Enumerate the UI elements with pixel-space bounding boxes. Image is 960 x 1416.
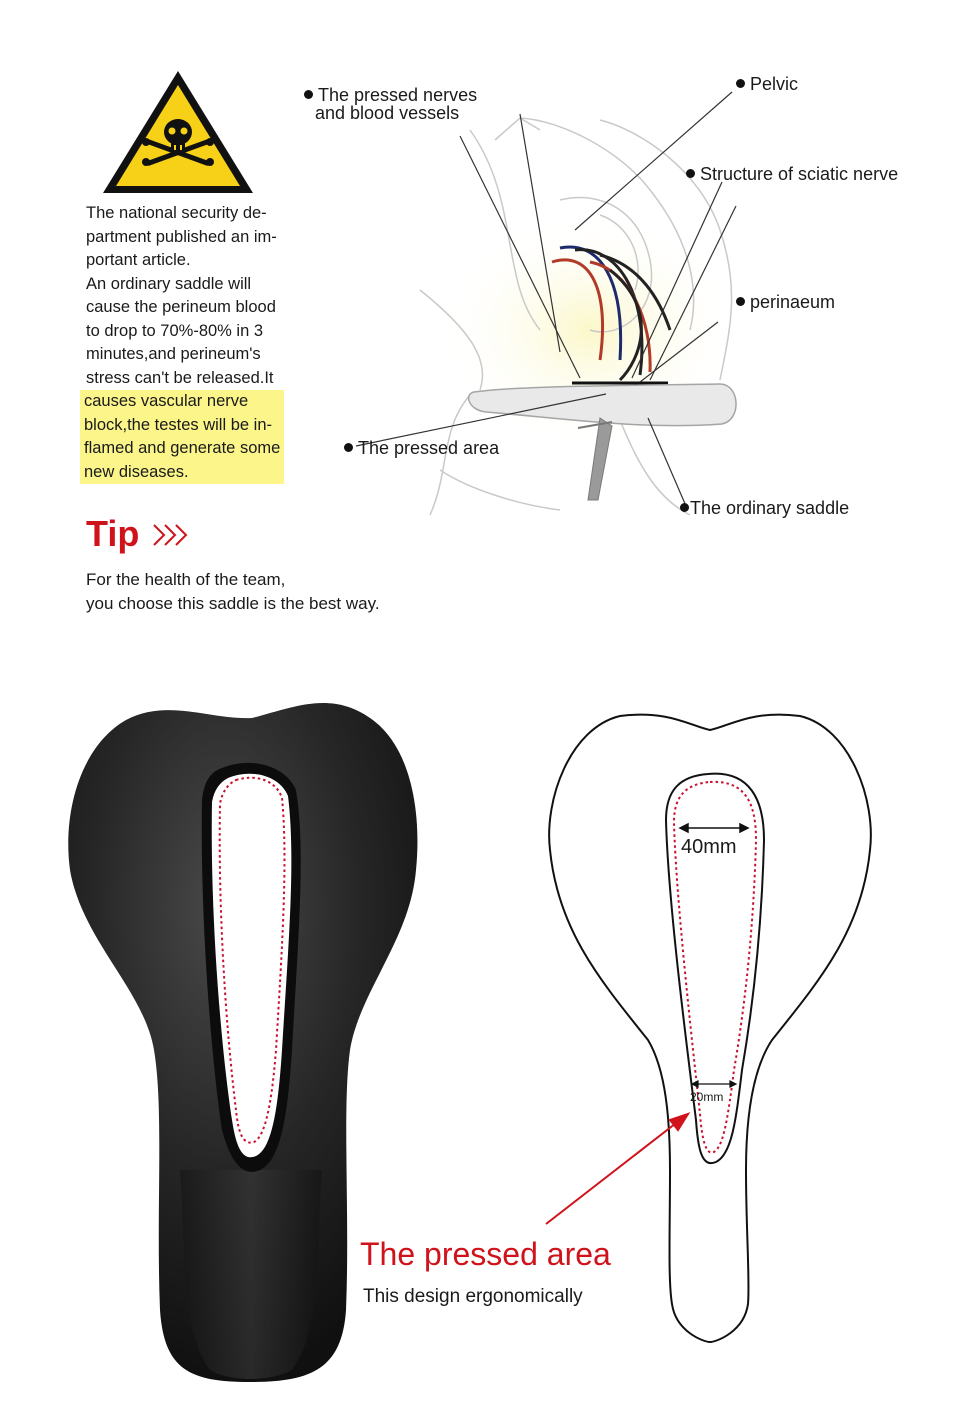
bullet-dot <box>344 443 353 452</box>
label-pressed-nerves <box>304 86 477 122</box>
warning-line: cause the perineum blood <box>86 298 276 316</box>
label-pelvic <box>736 74 798 94</box>
width-bottom-label: 20mm <box>690 1090 724 1104</box>
tip-line: you choose this saddle is the best way. <box>86 594 380 613</box>
warning-line: An ordinary saddle will <box>86 274 252 293</box>
tip-line: For the health of the team, <box>86 570 286 589</box>
label-sciatic-text: Structure of sciatic nerve <box>700 164 899 184</box>
bullet-dot <box>736 79 745 88</box>
label-ordinary-saddle-text: The ordinary saddle <box>690 498 850 518</box>
warning-line: to drop to 70%-80% in 3 <box>86 321 264 340</box>
label-perinaeum-text: perinaeum <box>750 292 836 312</box>
tip-text <box>86 568 380 616</box>
bullet-dot <box>680 503 689 512</box>
label-pressed-nerves-line1: The pressed nerves <box>318 85 478 105</box>
warning-line: partment published an im- <box>86 227 277 246</box>
width-top-label: 40mm <box>681 836 737 858</box>
tip-title: Tip <box>86 513 140 554</box>
bullet-dot <box>736 297 745 306</box>
pressed-area-title: The pressed area <box>360 1236 611 1272</box>
warning-line: portant article. <box>86 251 191 269</box>
warning-line: minutes,and perineum's <box>86 345 261 363</box>
label-pressed-area-text: The pressed area <box>358 438 500 458</box>
saddle-photo <box>60 690 440 1390</box>
label-pelvic-text: Pelvic <box>750 74 799 94</box>
label-sciatic <box>686 164 898 184</box>
label-perinaeum <box>736 292 835 312</box>
warning-line: The national security de- <box>86 204 267 222</box>
label-pressed-area <box>344 438 499 458</box>
label-pressed-nerves-line2: and blood vessels <box>315 103 460 123</box>
bullet-dot <box>686 169 695 178</box>
pressed-area-subtitle: This design ergonomically <box>363 1286 583 1307</box>
label-ordinary-saddle <box>680 498 849 518</box>
warning-line: stress can't be released.It <box>86 368 274 387</box>
highlight-line: block,the testes will be in- <box>84 415 273 434</box>
bullet-dot <box>304 90 313 99</box>
highlight-line: new diseases. <box>84 462 189 481</box>
triple-chevron-icon <box>150 522 194 548</box>
highlight-line: flamed and generate some <box>84 439 281 457</box>
highlight-line: causes vascular nerve <box>84 392 249 410</box>
